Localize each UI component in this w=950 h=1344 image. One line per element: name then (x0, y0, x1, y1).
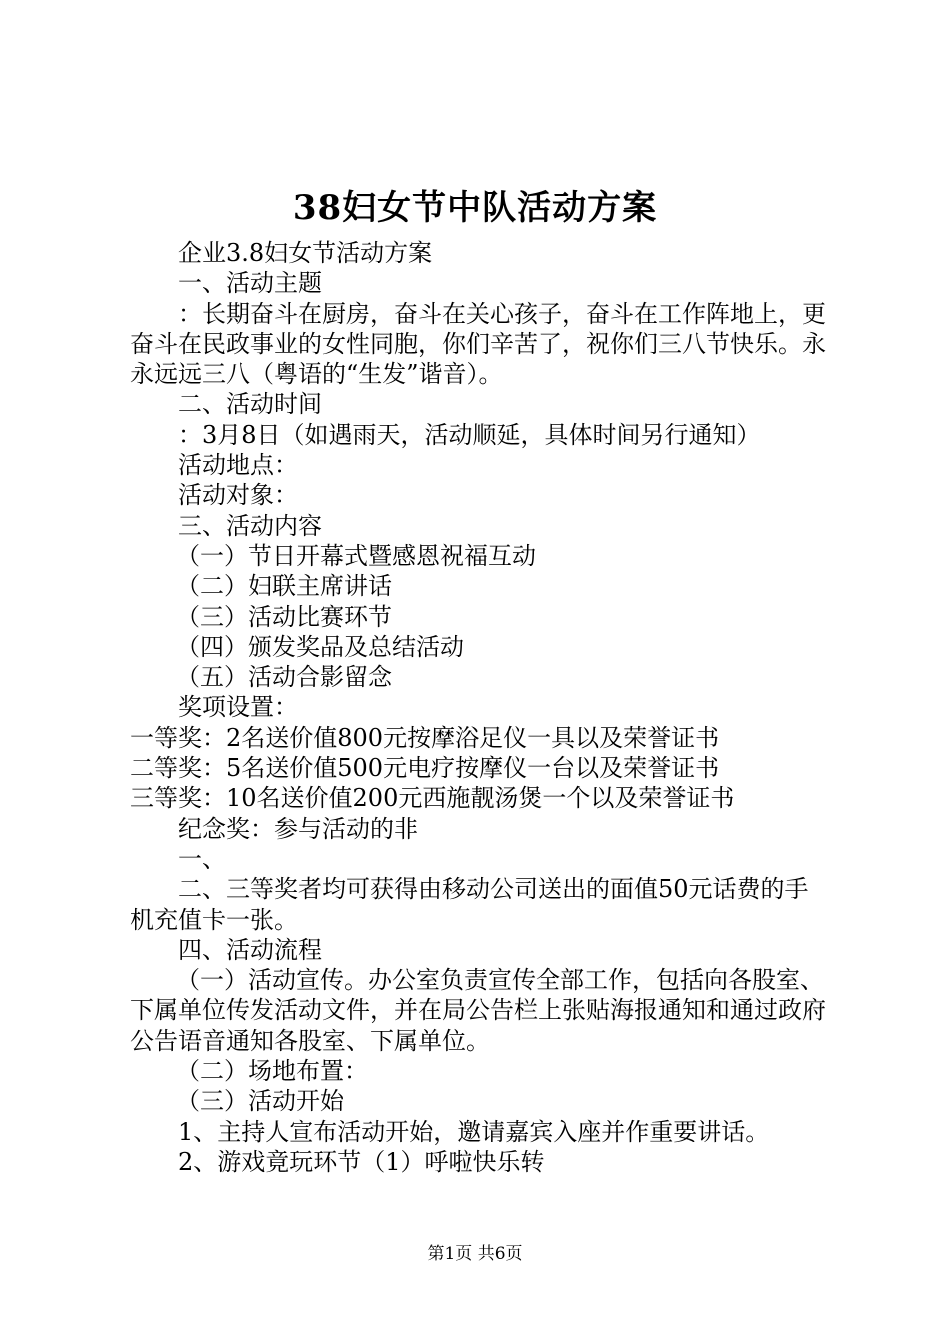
paragraph-prize-card: 二、三等奖者均可获得由移动公司送出的面值50元话费的手机充值卡一张。 (130, 875, 809, 934)
heading-time: 二、活动时间 (178, 390, 322, 419)
list-item: （三）活动开始 (176, 1087, 344, 1116)
list-item: （四）颁发奖品及总结活动 (176, 632, 464, 661)
award-second: 二等奖：5名送价值500元电疗按摩仪一台以及荣誉证书 (130, 754, 720, 783)
paragraph-location: 活动地点： (178, 451, 298, 480)
paragraph-subtitle: 企业3.8妇女节活动方案 (178, 239, 433, 267)
paragraph-publicity: （一）活动宣传。办公室负责宣传全部工作，包括向各股室、下属单位传发活动文件，并在局公告栏上张贴海报通知和通过政府公告语音通知各股室、下属单位。 (130, 966, 826, 1055)
paragraph-time: ：3月8日（如遇雨天，活动顺延，具体时间另行通知） (178, 420, 761, 449)
list-item: （二）场地布置： (176, 1057, 368, 1086)
paragraph-step-1: 1、主持人宣布活动开始，邀请嘉宾入座并作重要讲话。 (178, 1117, 770, 1146)
award-commemorative: 纪念奖：参与活动的非 (178, 814, 418, 843)
page-footer: 第1页 共6页 (427, 1244, 523, 1264)
document-body (130, 238, 830, 1177)
heading-theme: 一、活动主题 (178, 269, 322, 298)
heading-content: 三、活动内容 (178, 511, 322, 540)
paragraph-audience: 活动对象： (178, 481, 298, 510)
paragraph-step-2: 2、游戏竟玩环节（1）呼啦快乐转 (178, 1147, 545, 1176)
document-title: 38妇女节中队活动方案 (292, 188, 658, 228)
list-item: （五）活动合影留念 (176, 663, 392, 692)
heading-process: 四、活动流程 (178, 935, 322, 964)
paragraph-theme: ：长期奋斗在厨房，奋斗在关心孩子，奋斗在工作阵地上，更奋斗在民政事业的女性同胞，你们辛苦了，祝你们三八节快乐。永永远远三八（粤语的“生发”谐音）。 (130, 299, 826, 389)
list-item: （三）活动比赛环节 (176, 602, 392, 631)
award-first: 一等奖：2名送价值800元按摩浴足仪一具以及荣誉证书 (130, 723, 720, 752)
list-item: （二）妇联主席讲话 (176, 572, 392, 601)
award-third: 三等奖：10名送价值200元西施靓汤煲一个以及荣誉证书 (130, 784, 735, 813)
heading-awards: 奖项设置： (178, 693, 298, 722)
paragraph-fragment: 一、 (178, 844, 226, 873)
list-item: （一）节日开幕式暨感恩祝福互动 (176, 541, 536, 570)
